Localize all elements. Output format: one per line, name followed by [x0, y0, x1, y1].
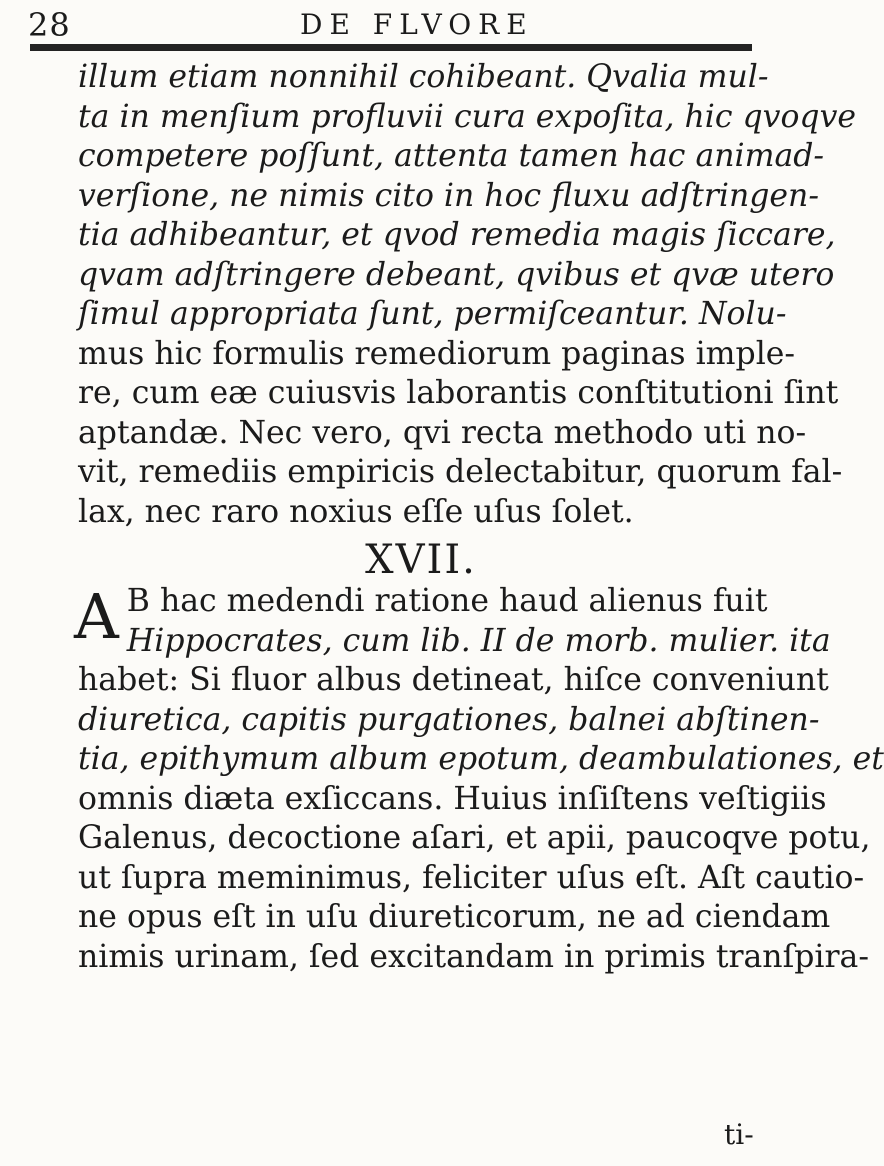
text-line: tia, epithymum album epotum, deambulationes, et	[78, 741, 884, 777]
chapter-number: XVII.	[365, 537, 477, 583]
text-line: competere poſſunt, attenta tamen hac animad-	[78, 138, 825, 174]
text-line: diuretica, capitis purgationes, balnei abſtinen-	[78, 701, 820, 738]
page-header	[28, 6, 758, 44]
catchword: ti-	[724, 1118, 754, 1151]
text-line: ut ſupra meminimus, feliciter uſus eſt. Aſt cautio-	[78, 859, 865, 896]
text-line: qvam adſtringere debeant, qvibus et qvæ utero	[78, 256, 835, 293]
text-line: Galenus, decoctione aſari, et apii, paucoqve potu,	[78, 820, 871, 856]
page-number: 28	[28, 6, 71, 44]
text-line: vit, remediis empiricis delectabitur, quorum fal-	[78, 454, 843, 490]
text-line: habet: Si fluor albus detineat, hiſce conveniunt	[78, 662, 829, 698]
running-title: DE FLVORE	[300, 8, 534, 41]
drop-cap: A	[74, 580, 119, 653]
body-text	[74, 58, 884, 977]
text-line: mus hic formulis remediorum paginas imple-	[78, 335, 796, 372]
text-line: re, cum eæ cuiusvis laborantis conſtitutioni ſint	[78, 375, 839, 411]
text-line: lax, nec raro noxius eſſe uſus ſolet.	[78, 493, 634, 530]
text-line: ta in menſium profluvii cura expoſita, hic qvoqve	[78, 98, 857, 135]
header-rule	[30, 44, 752, 51]
paragraph-after-chapter	[78, 661, 884, 977]
paragraph-before-chapter	[78, 58, 857, 532]
text-line: aptandæ. Nec vero, qvi recta methodo uti no-	[78, 414, 807, 451]
chapter-second-line: Hippocrates, cum lib. II de morb. mulier. ita	[126, 622, 831, 659]
text-line: verſione, ne nimis cito in hoc fluxu adſtringen-	[78, 177, 819, 214]
chapter-paragraph	[74, 580, 884, 977]
text-line: ne opus eſt in uſu diureticorum, ne ad ciendam	[78, 899, 831, 935]
chapter-first-line: B hac medendi ratione haud alienus fuit	[126, 583, 768, 619]
text-line: ſimul appropriata ſunt, permiſceantur. Nolu-	[78, 296, 787, 332]
text-line: omnis diæta exſiccans. Huius inſiſtens veſtigiis	[78, 780, 827, 817]
text-line: tia adhibeantur, et qvod remedia magis ſiccare,	[78, 217, 836, 253]
text-line: illum etiam nonnihil cohibeant. Qvalia mul-	[78, 59, 769, 95]
text-line: nimis urinam, ſed excitandam in primis tranſpira-	[78, 938, 869, 975]
